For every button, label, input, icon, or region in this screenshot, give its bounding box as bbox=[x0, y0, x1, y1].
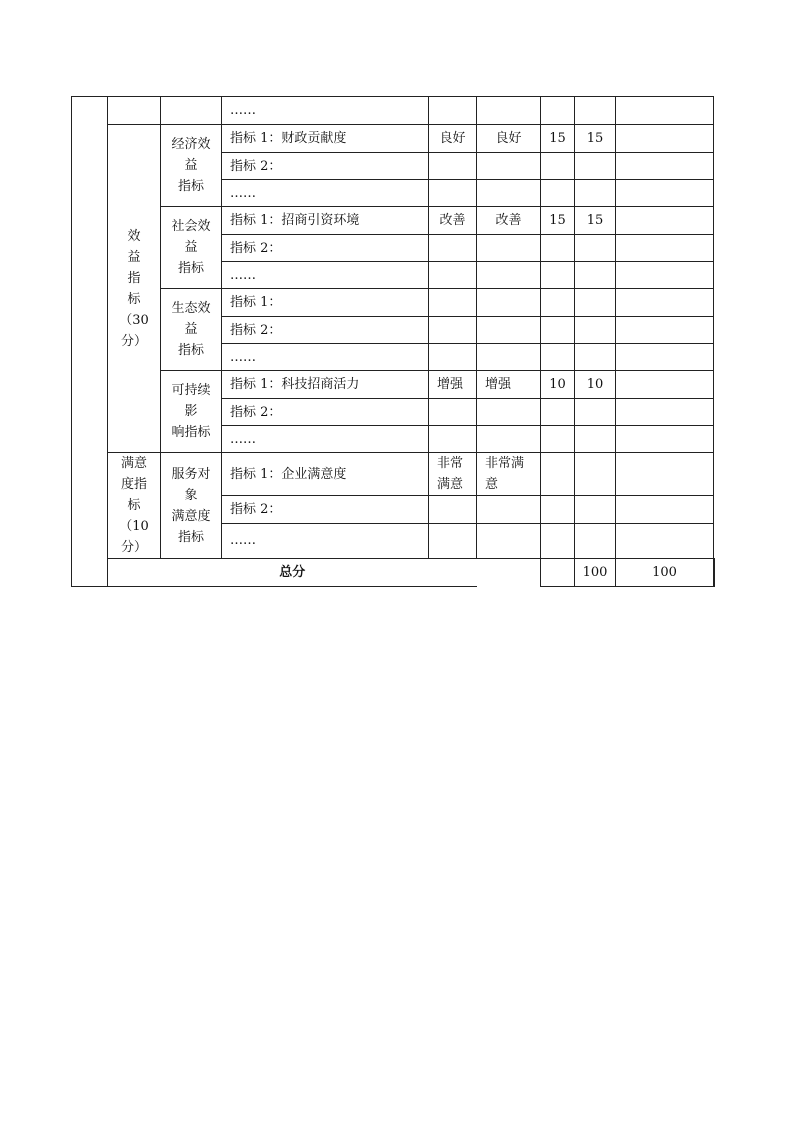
weight bbox=[541, 262, 575, 289]
remarks bbox=[616, 207, 714, 235]
target-value bbox=[429, 235, 477, 262]
indicator-name: …… bbox=[222, 262, 429, 289]
indicator-name: …… bbox=[222, 426, 429, 453]
weight bbox=[541, 153, 575, 180]
score bbox=[575, 317, 616, 344]
remarks bbox=[616, 235, 714, 262]
indicator-name: 指标 2： bbox=[222, 235, 429, 262]
score bbox=[575, 399, 616, 426]
total-gap bbox=[477, 559, 541, 587]
weight bbox=[541, 317, 575, 344]
category-cell bbox=[72, 97, 108, 587]
total-score: 100 bbox=[616, 559, 714, 587]
actual-value bbox=[477, 97, 541, 125]
actual-value bbox=[477, 180, 541, 207]
remarks bbox=[616, 371, 714, 399]
remarks bbox=[616, 317, 714, 344]
table-row bbox=[72, 289, 715, 317]
remarks bbox=[714, 559, 715, 587]
actual-value bbox=[477, 289, 541, 317]
remarks bbox=[616, 426, 714, 453]
level2-cell bbox=[161, 97, 222, 125]
remarks bbox=[616, 97, 714, 125]
score bbox=[575, 496, 616, 523]
service-satisfaction-label: 服务对 象 满意度 指标 bbox=[161, 453, 222, 559]
indicator-name: …… bbox=[222, 523, 429, 558]
table-row bbox=[72, 207, 715, 235]
weight bbox=[541, 180, 575, 207]
remarks bbox=[616, 496, 714, 523]
table-row bbox=[72, 125, 715, 153]
target-value bbox=[429, 399, 477, 426]
remarks bbox=[616, 453, 714, 496]
actual-value bbox=[477, 262, 541, 289]
weight: 15 bbox=[541, 125, 575, 153]
social-benefit-label: 社会效 益 指标 bbox=[161, 207, 222, 289]
remarks bbox=[616, 262, 714, 289]
indicator-name: 指标 1：企业满意度 bbox=[222, 453, 429, 496]
actual-value: 改善 bbox=[477, 207, 541, 235]
table-row bbox=[72, 97, 715, 125]
table-row bbox=[72, 371, 715, 399]
indicator-name: 指标 2： bbox=[222, 399, 429, 426]
weight bbox=[541, 496, 575, 523]
weight bbox=[541, 344, 575, 371]
target-value bbox=[429, 317, 477, 344]
target-value: 非常 满意 bbox=[429, 453, 477, 496]
satisfaction-indicator-label: 满意 度指 标 （10 分） bbox=[108, 453, 161, 559]
score bbox=[575, 426, 616, 453]
remarks bbox=[616, 180, 714, 207]
score bbox=[575, 289, 616, 317]
score bbox=[575, 180, 616, 207]
indicator-name: …… bbox=[222, 97, 429, 125]
benefit-indicator-label: 效 益 指 标 （30 分） bbox=[108, 125, 161, 453]
score bbox=[575, 344, 616, 371]
score bbox=[575, 97, 616, 125]
remarks bbox=[616, 289, 714, 317]
indicator-name: 指标 1：招商引资环境 bbox=[222, 207, 429, 235]
actual-value bbox=[477, 399, 541, 426]
weight bbox=[541, 289, 575, 317]
actual-value bbox=[477, 317, 541, 344]
table-row bbox=[72, 453, 715, 496]
target-value bbox=[429, 523, 477, 558]
remarks bbox=[616, 523, 714, 558]
target-value bbox=[429, 426, 477, 453]
weight bbox=[541, 235, 575, 262]
target-value bbox=[429, 153, 477, 180]
total-row bbox=[72, 559, 715, 587]
weight: 10 bbox=[541, 371, 575, 399]
score: 10 bbox=[575, 371, 616, 399]
actual-value bbox=[477, 344, 541, 371]
score bbox=[575, 523, 616, 558]
target-value bbox=[429, 344, 477, 371]
target-value bbox=[429, 262, 477, 289]
actual-value bbox=[477, 235, 541, 262]
score bbox=[575, 235, 616, 262]
weight bbox=[541, 399, 575, 426]
ecological-benefit-label: 生态效 益 指标 bbox=[161, 289, 222, 371]
actual-value: 良好 bbox=[477, 125, 541, 153]
target-value bbox=[429, 180, 477, 207]
indicator-name: 指标 1：财政贡献度 bbox=[222, 125, 429, 153]
remarks bbox=[616, 344, 714, 371]
target-value: 增强 bbox=[429, 371, 477, 399]
weight bbox=[541, 426, 575, 453]
indicator-name: 指标 1：科技招商活力 bbox=[222, 371, 429, 399]
actual-value bbox=[477, 153, 541, 180]
target-value: 改善 bbox=[429, 207, 477, 235]
remarks bbox=[616, 399, 714, 426]
weight: 15 bbox=[541, 207, 575, 235]
indicator-name: 指标 2： bbox=[222, 153, 429, 180]
target-value bbox=[429, 97, 477, 125]
actual-value bbox=[541, 559, 575, 587]
weight bbox=[541, 97, 575, 125]
performance-indicator-table bbox=[71, 96, 715, 587]
weight bbox=[541, 453, 575, 496]
indicator-name: 指标 2： bbox=[222, 496, 429, 523]
actual-value bbox=[477, 426, 541, 453]
target-value bbox=[429, 496, 477, 523]
score bbox=[575, 153, 616, 180]
target-value: 良好 bbox=[429, 125, 477, 153]
weight bbox=[541, 523, 575, 558]
total-label: 总分 bbox=[108, 559, 477, 587]
indicator-name: …… bbox=[222, 344, 429, 371]
indicator-name: …… bbox=[222, 180, 429, 207]
indicator-name: 指标 1： bbox=[222, 289, 429, 317]
score bbox=[575, 453, 616, 496]
score: 15 bbox=[575, 207, 616, 235]
remarks bbox=[616, 125, 714, 153]
actual-value bbox=[477, 523, 541, 558]
actual-value bbox=[477, 496, 541, 523]
economic-benefit-label: 经济效 益 指标 bbox=[161, 125, 222, 207]
sustainable-impact-label: 可持续 影 响指标 bbox=[161, 371, 222, 453]
actual-value: 非常满 意 bbox=[477, 453, 541, 496]
target-value bbox=[429, 289, 477, 317]
total-weight: 100 bbox=[575, 559, 616, 587]
score bbox=[575, 262, 616, 289]
indicator-name: 指标 2： bbox=[222, 317, 429, 344]
actual-value: 增强 bbox=[477, 371, 541, 399]
level1-cell bbox=[108, 97, 161, 125]
remarks bbox=[616, 153, 714, 180]
score: 15 bbox=[575, 125, 616, 153]
